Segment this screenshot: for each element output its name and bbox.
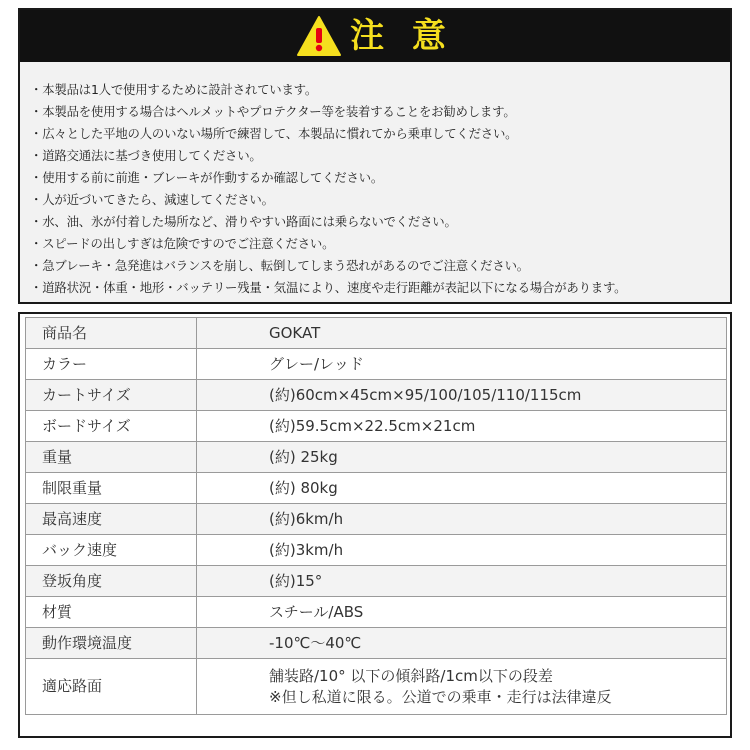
spec-value: (約) 25kg bbox=[197, 442, 727, 473]
warning-item: ・急ブレーキ・急発進はバランスを崩し、転倒してしまう恐れがあるのでご注意ください。 bbox=[30, 258, 529, 273]
warning-panel bbox=[18, 8, 732, 304]
spec-value bbox=[197, 659, 727, 715]
warning-item: ・道路交通法に基づき使用してください。 bbox=[30, 148, 262, 163]
warning-item: ・道路状況・体重・地形・バッテリー残量・気温により、速度や走行距離が表記以下になる場合があります。 bbox=[30, 280, 627, 295]
spec-label: 適応路面 bbox=[26, 659, 197, 715]
spec-row-reverse-speed bbox=[26, 535, 727, 566]
spec-label: 登坂角度 bbox=[26, 566, 197, 597]
spec-row-climb-angle bbox=[26, 566, 727, 597]
warning-item: ・使用する前に前進・ブレーキが作動するか確認してください。 bbox=[30, 170, 384, 185]
spec-panel bbox=[18, 312, 732, 738]
spec-value: (約)60cm×45cm×95/100/105/110/115cm bbox=[197, 380, 727, 411]
spec-value: (約)3km/h bbox=[197, 535, 727, 566]
spec-row-product-name bbox=[26, 318, 727, 349]
spec-label: バック速度 bbox=[26, 535, 197, 566]
spec-row-weight-limit bbox=[26, 473, 727, 504]
warning-item: ・水、油、氷が付着した場所など、滑りやすい路面には乗らないでください。 bbox=[30, 214, 457, 229]
spec-label: 商品名 bbox=[26, 318, 197, 349]
spec-row-road-surface bbox=[26, 659, 727, 715]
spec-row-weight bbox=[26, 442, 727, 473]
spec-label: ボードサイズ bbox=[26, 411, 197, 442]
warning-triangle-icon bbox=[296, 15, 342, 57]
spec-value: GOKAT bbox=[197, 318, 727, 349]
spec-value: -10℃～40℃ bbox=[197, 628, 727, 659]
spec-row-color bbox=[26, 349, 727, 380]
spec-row-max-speed bbox=[26, 504, 727, 535]
spec-value: (約)6km/h bbox=[197, 504, 727, 535]
warning-item: ・広々とした平地の人のいない場所で練習して、本製品に慣れてから乗車してください。 bbox=[30, 126, 518, 141]
spec-value: (約)59.5cm×22.5cm×21cm bbox=[197, 411, 727, 442]
spec-value-note: ※但し私道に限る。公道での乗車・走行は法律違反 bbox=[269, 687, 612, 706]
spec-table bbox=[25, 317, 727, 715]
spec-row-material bbox=[26, 597, 727, 628]
spec-value: (約)15° bbox=[197, 566, 727, 597]
spec-label: 動作環境温度 bbox=[26, 628, 197, 659]
spec-row-board-size bbox=[26, 411, 727, 442]
spec-label: カートサイズ bbox=[26, 380, 197, 411]
spec-value-line: 舗装路/10° 以下の傾斜路/1cm以下の段差 bbox=[269, 666, 553, 685]
warning-title: 注 意 bbox=[350, 16, 454, 56]
spec-label: 制限重量 bbox=[26, 473, 197, 504]
spec-label: カラー bbox=[26, 349, 197, 380]
warning-item: ・本製品を使用する場合はヘルメットやプロテクター等を装着することをお勧めします。 bbox=[30, 104, 516, 119]
spec-label: 重量 bbox=[26, 442, 197, 473]
warning-list bbox=[20, 62, 730, 299]
warning-header bbox=[20, 10, 730, 62]
spec-row-cart-size bbox=[26, 380, 727, 411]
spec-value: スチール/ABS bbox=[197, 597, 727, 628]
warning-item: ・本製品は1人で使用するために設計されています。 bbox=[30, 82, 318, 97]
spec-label: 材質 bbox=[26, 597, 197, 628]
spec-label: 最高速度 bbox=[26, 504, 197, 535]
warning-item: ・人が近づいてきたら、減速してください。 bbox=[30, 192, 274, 207]
spec-value: グレー/レッド bbox=[197, 349, 727, 380]
spec-row-operating-temp bbox=[26, 628, 727, 659]
warning-item: ・スピードの出しすぎは危険ですのでご注意ください。 bbox=[30, 236, 335, 251]
spec-value: (約) 80kg bbox=[197, 473, 727, 504]
warning-title-group bbox=[296, 15, 454, 57]
